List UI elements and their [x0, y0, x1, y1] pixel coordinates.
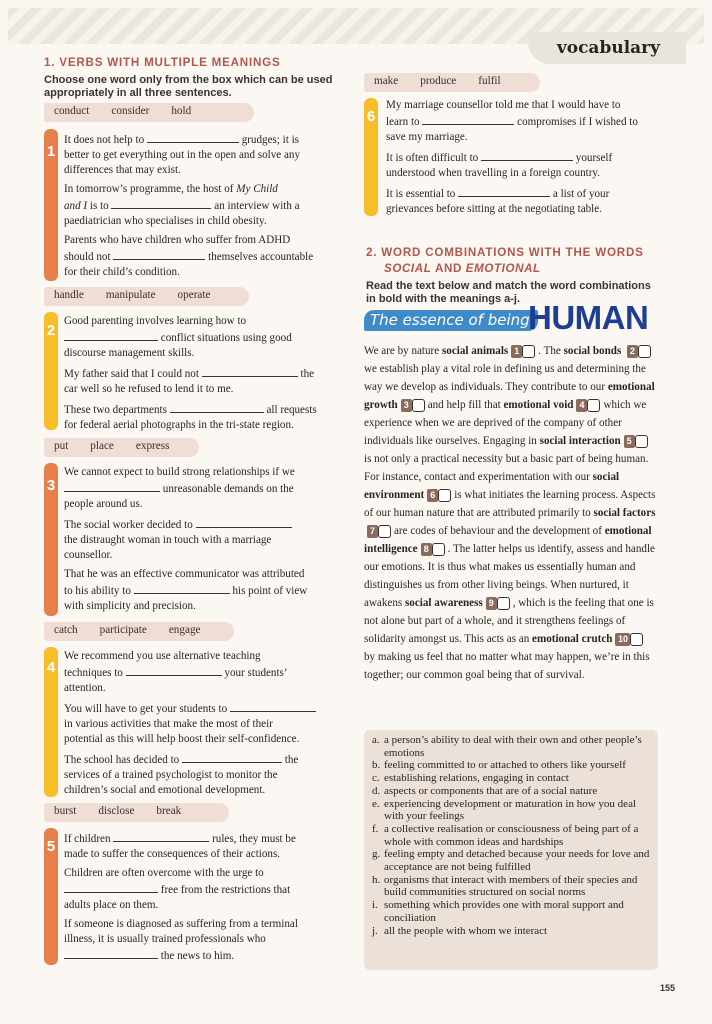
answer-box[interactable]	[412, 399, 425, 412]
sentence-group-3: We cannot expect to build strong relationships if we unreasonable demands on the people around us. The social worker decided to the distraught woman in touch with a marriage counsellor. That he was an effective communicator was attributed to his ability to his point of view with simplicity and precision.	[64, 466, 308, 612]
meaning-item: e. experiencing development or maturation in how you deal with your feelings	[372, 797, 637, 823]
item-number: 4	[576, 399, 587, 412]
group-number: 1	[46, 143, 56, 160]
answer-box[interactable]	[432, 543, 445, 556]
meaning-item: c. establishing relations, engaging in contact	[372, 772, 569, 785]
group-number-bar	[44, 129, 58, 281]
word-box: burst disclose break	[44, 803, 229, 822]
group-number: 5	[46, 838, 56, 855]
group-number: 2	[46, 322, 56, 339]
group-number: 4	[46, 659, 56, 676]
human-logo	[364, 299, 664, 336]
meaning-item: b. feeling committed to or attached to others like yourself	[372, 759, 626, 772]
item-number: 9	[486, 597, 497, 610]
item-number: 1	[511, 345, 522, 358]
answer-box[interactable]	[630, 633, 643, 646]
meaning-item: i. something which provides one with moral support and conciliation	[372, 899, 624, 924]
answer-box[interactable]	[378, 525, 391, 538]
section-label: vocabulary	[556, 38, 660, 58]
item-number: 10	[615, 633, 630, 646]
logo-word: HUMAN	[528, 299, 649, 336]
meaning-item: j. all the people with whom we interact	[372, 924, 548, 937]
group-number: 6	[366, 108, 376, 125]
meanings-box	[364, 730, 658, 970]
item-number: 8	[421, 543, 432, 556]
group-number-bar	[44, 647, 58, 797]
answer-box[interactable]	[438, 489, 451, 502]
answer-box[interactable]	[635, 435, 648, 448]
item-number: 7	[367, 525, 378, 538]
item-number: 6	[427, 489, 438, 502]
answer-box[interactable]	[497, 597, 510, 610]
section2-subtitle: SOCIAL AND EMOTIONAL	[384, 262, 541, 275]
word-box: catch participate engage	[44, 622, 234, 641]
group-number-bar	[44, 463, 58, 616]
meaning-item: g. feeling empty and detached because your needs for love and acceptance are not being fulfilled	[372, 848, 650, 874]
reading-passage: We are by nature social animals 1 . The social bonds 2we establish play a vital role in defining us and determining the way we develop as individuals. They contribute to our emotional growth 3 and help fill that emotional void 4 which we experience when we are deprived of the company of other individuals like ourselves. Engaging in social interaction 5is not only a practical necessity but a basic part of being human. For instance, contact and experimentation with our social environment 6 is what initiates the learning process. Aspects of our human nature that are attributed primarily to social factors7 are codes of behaviour and the development of emotional intelligence 8 . The latter helps us identify, assess and handle our emotions. It is thus what makes us essentially human and distinguishes us from other living beings. When nurtured, it awakens social awareness 9 , which is the feeling that one is not alone but part of a whole, and it strengthens feelings of solidarity amongst us. This acts as an emotional crutch 10 by making us feel that no matter what may happen, we’re in this together; our common goal being that of survival.	[364, 345, 656, 681]
section1-title: 1. VERBS WITH MULTIPLE MEANINGS	[44, 56, 281, 69]
section2-title: 2. WORD COMBINATIONS WITH THE WORDS	[366, 246, 644, 259]
section2-instruction: Read the text below and match the word combinations in bold with the meanings a-j.	[366, 280, 651, 305]
word-box: make produce fulfil	[364, 73, 540, 92]
group-number-bar	[44, 828, 58, 965]
sentence-group-2: Good parenting involves learning how to conflict situations using good discourse management skills. My father said that I could not the car well so he refused to lend it to me. These two departments all requests for federal aerial photographs in the tri-state region.	[64, 315, 317, 431]
group-number-bar	[44, 312, 58, 430]
section1-instruction: Choose one word only from the box which can be used appropriately in all three sentences.	[44, 74, 333, 99]
answer-box[interactable]	[638, 345, 651, 358]
logo-script: The essence of being	[364, 310, 538, 331]
group-number: 3	[46, 477, 56, 494]
meaning-item: a. a person’s ability to deal with their own and other people’s emotions	[372, 734, 642, 759]
meaning-item: h. organisms that interact with members of their species and build communities structured on social norms	[372, 873, 638, 899]
word-box: handle manipulate operate	[44, 287, 249, 306]
word-box: conduct consider hold	[44, 103, 254, 122]
answer-box[interactable]	[587, 399, 600, 412]
word-box: put place express	[44, 438, 199, 457]
sentence-group-6: My marriage counsellor told me that I would have to learn to compromises if I wished to save my marriage. It is often difficult to yourself understood when travelling in a foreign country. It is essential to a list of your grievances before sitting at the negotiating table.	[386, 99, 638, 215]
meaning-item: f. a collective realisation or consciousness of being part of a whole with common ideas and hardships	[372, 822, 639, 848]
item-number: 5	[624, 435, 635, 448]
meaning-item: d. aspects or components that are of a social nature	[372, 784, 598, 797]
item-number: 2	[627, 345, 638, 358]
page-number: 155	[660, 983, 676, 993]
item-number: 3	[401, 399, 412, 412]
sentence-group-5: If children rules, they must be made to suffer the consequences of their actions. Children are often overcome with the urge to free from the restrictions that adults place on them. If someone is diagnosed as suffering from a terminal illness, it is usually trained professionals who the news to him.	[64, 830, 340, 968]
sentence-group-1: It does not help to grudges; it is better to get everything out in the open and solve any differences that may exist. In tomorrow’s programme, the host of My Child and I is to an interview with a paediatrician who specialises in child obesity. Parents who have children who suffer from ADHD should not themselves accountable for their child’s condition.	[64, 131, 340, 284]
sentence-group-4: We recommend you use alternative teaching techniques to your students’ attention. You will have to get your students to in various activities that make the most of their potential as this will help boost their self-confidence. The school has decided to the services of a trained psychologist to monitor the children’s social and emotional development.	[64, 649, 340, 802]
group-number-bar	[364, 98, 378, 216]
answer-box[interactable]	[522, 345, 535, 358]
